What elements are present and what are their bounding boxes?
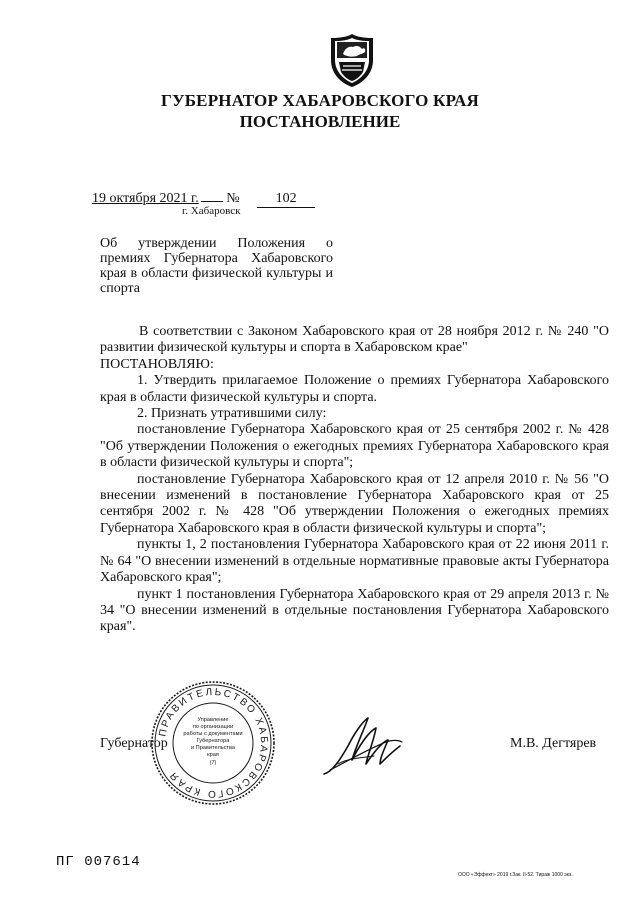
stamp-line-6: края — [207, 752, 219, 758]
official-stamp — [150, 680, 276, 806]
body-repeal-1: постановление Губернатора Хабаровского края от 25 сентября 2002 г. № 428 "Об утверждении Положения о ежегодных премиях Губернатора Хабаровского края в области физической культуры и спорта"; — [100, 422, 609, 471]
document-type-title: ПОСТАНОВЛЕНИЕ — [239, 112, 401, 131]
stamp-ring-text: ПРАВИТЕЛЬСТВО ХАБАРОВСКОГО КРАЯ — [157, 686, 270, 800]
document-date: 19 октября 2021 г. — [92, 191, 199, 206]
form-serial-number: ПГ 007614 — [56, 854, 141, 870]
document-body — [100, 324, 609, 636]
handwritten-signature — [318, 702, 408, 792]
number-label: № — [226, 191, 240, 206]
stamp-line-7: (7) — [209, 760, 217, 766]
body-decree: ПОСТАНОВЛЯЮ: — [100, 356, 214, 372]
document-number: 102 — [257, 191, 315, 208]
body-item-2: 2. Признать утратившими силу: — [137, 406, 327, 422]
stamp-line-2: по организации — [192, 724, 234, 730]
signatory-name: М.В. Дегтярев — [510, 736, 597, 751]
body-repeal-4: пункт 1 постановления Губернатора Хабаровского края от 29 апреля 2013 г. № 34 "О внесении изменений в отдельные постановления Губернатора Хабаровского края". — [100, 586, 609, 635]
signatory-position: Губернатор — [100, 736, 168, 751]
coat-of-arms-emblem — [329, 32, 375, 88]
stamp-line-5: и Правительства — [191, 745, 235, 751]
body-repeal-3: пункты 1, 2 постановления Губернатора Хабаровского края от 22 июня 2011 г. № 64 "О внесении изменений в отдельные нормативные правовые акты Губернатора Хабаровского края"; — [100, 537, 609, 586]
body-intro: В соответствии с Законом Хабаровского края от 28 ноября 2012 г. № 240 "О развитии физической культуры и спорта в Хабаровском крае" — [100, 324, 609, 356]
stamp-line-4: Губернатора — [196, 738, 230, 744]
issuer-title: ГУБЕРНАТОР ХАБАРОВСКОГО КРАЯ — [161, 91, 479, 110]
body-repeal-2: постановление Губернатора Хабаровского края от 12 апреля 2010 г. № 56 "О внесении изменений в постановление Губернатора Хабаровского края от 25 сентября 2002 г. № 428 "Об утверждении Положения о ежегодных премиях Губернатора Хабаровского края в области физической культуры и спорта"; — [100, 471, 609, 536]
document-city: г. Хабаровск — [182, 205, 241, 217]
document-subject: Об утверждении Положения о премиях Губернатора Хабаровского края в области физической культуры и спорта — [100, 236, 333, 296]
stamp-line-1: Управление — [197, 717, 229, 723]
date-blank-line — [201, 201, 223, 202]
print-info: ООО «Эффект» 2019 г.Зак. II-52. Тираж 1000 экз. — [458, 872, 573, 878]
body-item-1: 1. Утвердить прилагаемое Положение о премиях Губернатора Хабаровского края в области физической культуры и спорта. — [100, 373, 609, 405]
stamp-line-3: работы с документами — [183, 731, 243, 737]
